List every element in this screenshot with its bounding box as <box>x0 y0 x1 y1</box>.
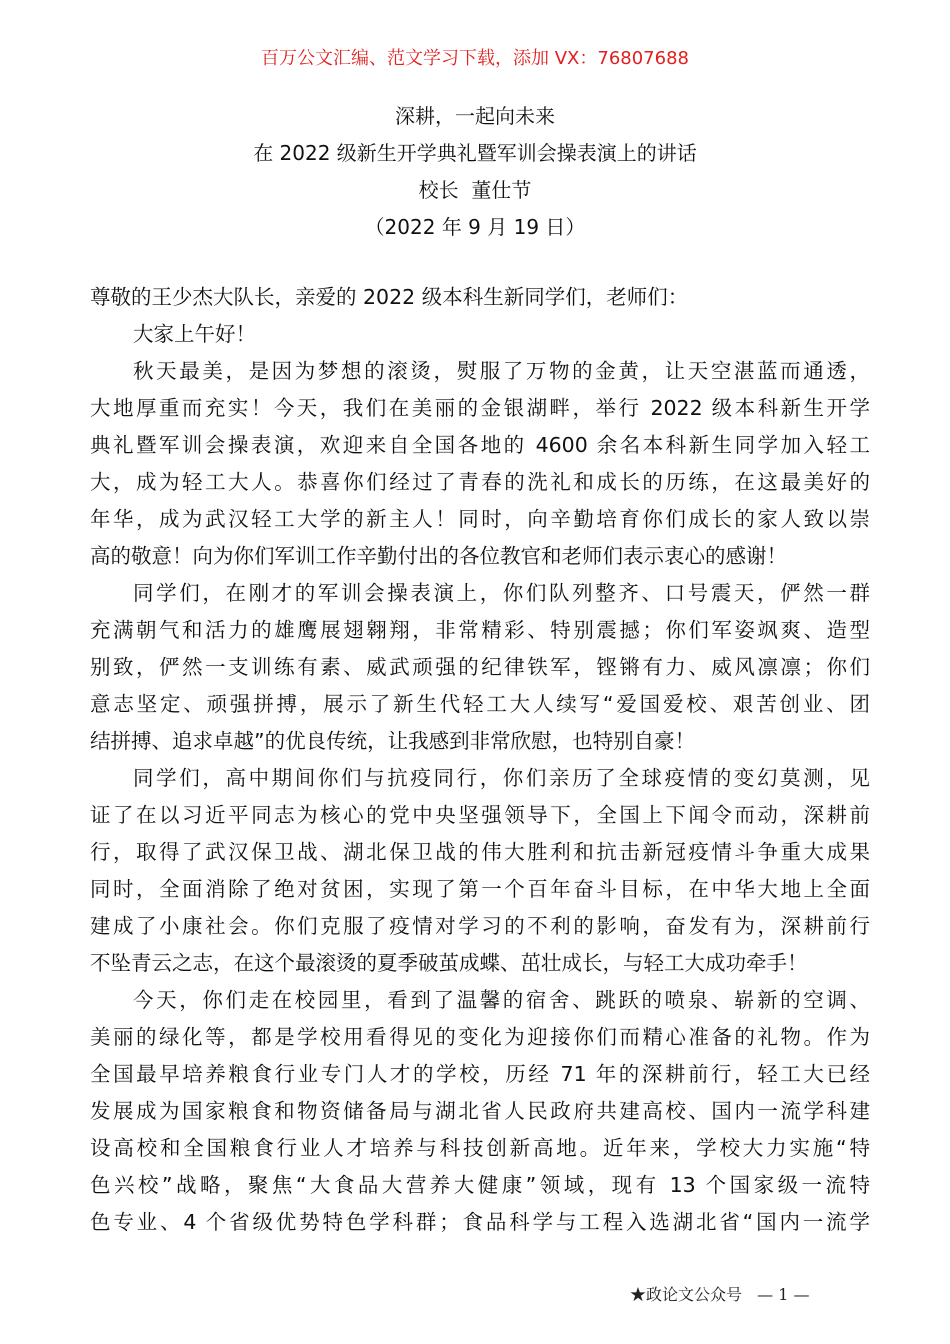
text-line: 同学们，高中期间你们与抗疫同行，你们亲历了全球疫情的变幻莫测，见 <box>133 766 870 790</box>
text-line: 大地厚重而充实！今天，我们在美丽的金银湖畔，举行 2022 级本科新生开学 <box>90 396 870 420</box>
text-line: 秋天最美，是因为梦想的滚烫，熨服了万物的金黄，让天空湛蓝而通透， <box>133 359 870 383</box>
text-line: 结拼搏、追求卓越”的优良传统，让我感到非常欣慰，也特别自豪！ <box>90 729 696 753</box>
text-line: 同时，全面消除了绝对贫困，实现了第一个百年奋斗目标，在中华大地上全面 <box>90 877 870 901</box>
text-line: 色兴校”战略，聚焦“大食品大营养大健康”领域，现有 13 个国家级一流特 <box>90 1173 870 1197</box>
text-line: 建成了小康社会。你们克服了疫情对学习的不利的影响，奋发有为，深耕前行 <box>90 914 870 938</box>
text-line: 年华，成为武汉轻工大学的新主人！同时，向辛勤培育你们成长的家人致以崇 <box>90 507 870 531</box>
watermark-banner: 百万公文汇编、范文学习下载，添加 VX：76807688 <box>261 48 689 69</box>
speech-date: （2022 年 9 月 19 日） <box>364 215 586 239</box>
text-line: 尊敬的王少杰大队长，亲爱的 2022 级本科生新同学们，老师们： <box>90 285 689 309</box>
text-line: 意志坚定、顽强拼搏，展示了新生代轻工大人续写“爱国爱校、艰苦创业、团 <box>90 692 870 716</box>
text-line: 大，成为轻工大人。恭喜你们经过了青春的洗礼和成长的历练，在这最美好的 <box>90 470 870 494</box>
page-footer <box>630 1284 809 1306</box>
text-line: 别致，俨然一支训练有素、威武顽强的纪律铁军，铿锵有力、威风凛凛；你们 <box>90 655 870 679</box>
speaker-name: 校长 董仕节 <box>418 178 532 202</box>
speech-title: 深耕，一起向未来 <box>395 104 555 128</box>
speech-body <box>90 279 870 1241</box>
text-line: 行，取得了武汉保卫战、湖北保卫战的伟大胜利和抗击新冠疫情斗争重大成果 <box>90 840 870 864</box>
text-line: 不坠青云之志，在这个最滚烫的夏季破茧成蝶、茁壮成长，与轻工大成功牵手！ <box>90 951 808 975</box>
text-line: 全国最早培养粮食行业专门人才的学校，历经 71 年的深耕前行，轻工大已经 <box>90 1062 870 1086</box>
text-line: 典礼暨军训会操表演，欢迎来自全国各地的 4600 余名本科新生同学加入轻工 <box>90 433 870 457</box>
text-line: 充满朝气和活力的雄鹰展翅翱翔，非常精彩、特别震撼；你们军姿飒爽、造型 <box>90 618 870 642</box>
speech-subtitle: 在 2022 级新生开学典礼暨军训会操表演上的讲话 <box>253 141 697 165</box>
text-line: 大家上午好！ <box>133 322 256 346</box>
text-line: 同学们，在刚才的军训会操表演上，你们队列整齐、口号震天，俨然一群 <box>133 581 870 605</box>
page-number: — 1 — <box>757 1285 810 1304</box>
text-line: 证了在以习近平同志为核心的党中央坚强领导下，全国上下闻令而动，深耕前 <box>90 803 870 827</box>
footer-source: ★政论文公众号 <box>630 1285 743 1304</box>
text-line: 设高校和全国粮食行业人才培养与科技创新高地。近年来，学校大力实施“特 <box>90 1136 870 1160</box>
text-line: 美丽的绿化等，都是学校用看得见的变化为迎接你们而精心准备的礼物。作为 <box>90 1025 870 1049</box>
text-line: 今天，你们走在校园里，看到了温馨的宿舍、跳跃的喷泉、崭新的空调、 <box>133 988 870 1012</box>
text-line: 高的敬意！向为你们军训工作辛勤付出的各位教官和老师们表示衷心的感谢！ <box>90 544 787 568</box>
text-line: 色专业、4 个省级优势特色学科群；食品科学与工程入选湖北省“国内一流学 <box>90 1210 870 1234</box>
speech-title-block <box>0 98 950 246</box>
text-line: 发展成为国家粮食和物资储备局与湖北省人民政府共建高校、国内一流学科建 <box>90 1099 870 1123</box>
